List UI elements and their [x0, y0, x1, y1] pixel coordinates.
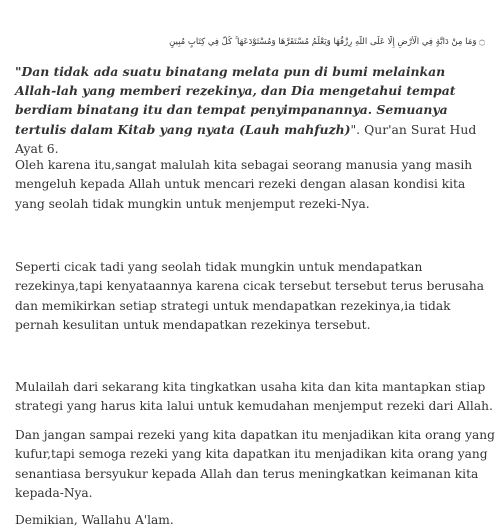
closing-line: Demikian, Wallahu A'lam.	[15, 513, 174, 527]
verse-translation	[15, 62, 490, 158]
paragraph: Mulailah dari sekarang kita tingkatkan usaha kita dan kita mantapkan stiap strategi yang harus kita lalui untuk kemudahan menjemput rezeki dari Allah.	[15, 380, 493, 414]
paragraph: Oleh karena itu,sangat malulah kita sebagai seorang manusia yang masih mengeluh kepada Allah untuk mencari rezeki dengan alasan kondisi kita yang seolah tidak mungkin untuk menjemput rezeki-Nya.	[15, 158, 473, 211]
paragraph: Dan jangan sampai rezeki yang kita dapatkan itu menjadikan kita orang yang kufur,tapi semoga rezeki yang kita dapatkan itu menjadikan kita orang yang senantiasa bersyukur kepada Allah dan terus meningkatkan keimanan kita kepada-Nya.	[15, 428, 495, 501]
quote-open-mark: "	[15, 64, 22, 79]
verse-marker-icon: ۝	[479, 36, 485, 47]
arabic-verse-text: وَمَا مِنْ دَابَّةٍ فِي الْأَرْضِ إِلَّا عَلَى اللَّهِ رِزْقُهَا وَيَعْلَمُ مُسْتَقَرَّهَا وَمُسْتَوْدَعَهَا ۚ كُلٌّ فِي كِتَابٍ مُبِينٍ	[169, 37, 477, 47]
paragraph: Seperti cicak tadi yang seolah tidak mungkin untuk mendapatkan rezekinya,tapi kenyataannya karena cicak tersebut tersebut terus berusaha dan memikirkan setiap strategi untuk mendapatkan rezekinya,ia tidak pernah kesulitan untuk mendapatkan rezekinya tersebut.	[15, 260, 484, 333]
quote-close-mark: ".	[350, 121, 361, 137]
quote-citation: Qur'an Surat Hud Ayat 6.	[15, 121, 477, 156]
quote-text: Dan tidak ada suatu binatang melata pun di bumi melainkan Allah-lah yang memberi rezekinya, dan Dia mengetahui tempat berdiam binatang itu dan tempat penyimpanannya. Semuanya tertulis dalam Kitab yang nyata (Lauh mahfuzh)	[15, 64, 456, 137]
arabic-verse	[15, 36, 485, 48]
